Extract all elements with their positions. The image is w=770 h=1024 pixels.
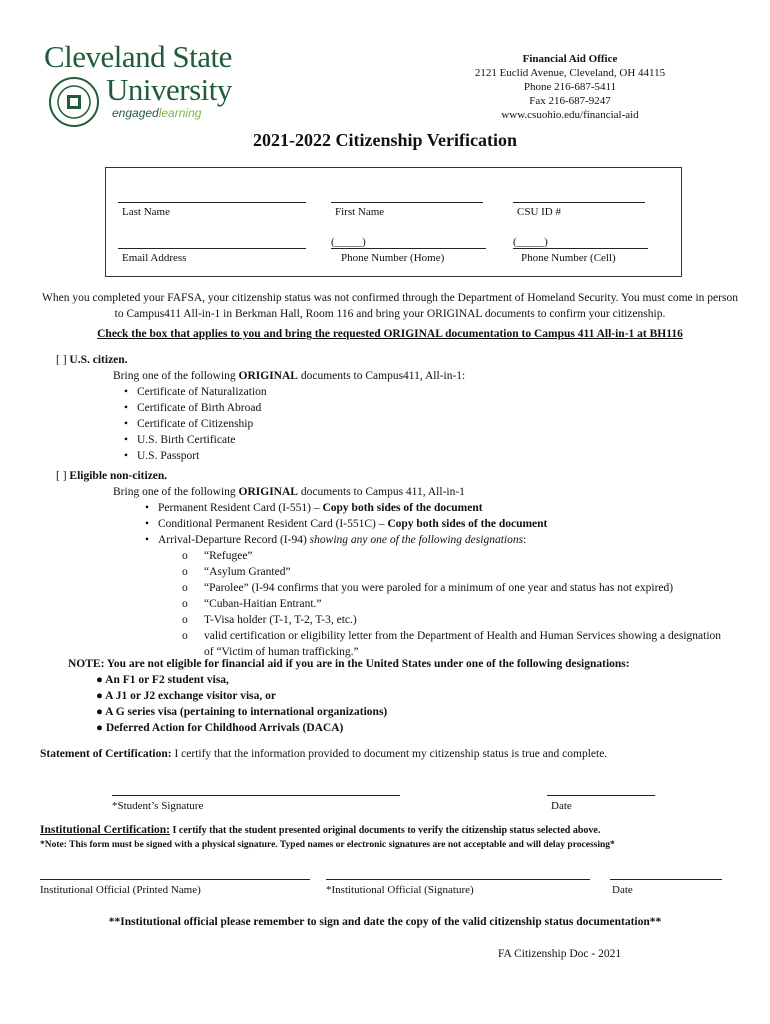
csu-id-field[interactable] bbox=[513, 190, 645, 218]
official-printed-name-line[interactable] bbox=[40, 878, 310, 880]
csu-id-label: CSU ID # bbox=[517, 206, 562, 218]
official-date-label: Date bbox=[612, 884, 633, 896]
logo-line2: University bbox=[106, 72, 232, 107]
list-item: • Certificate of Naturalization bbox=[137, 384, 267, 400]
office-address: 2121 Euclid Avenue, Cleveland, OH 44115 bbox=[474, 67, 666, 79]
non-citizen-label: Eligible non-citizen. bbox=[69, 470, 168, 482]
logo-line1: Cleveland State bbox=[44, 39, 232, 74]
office-fax: Fax 216-687-9247 bbox=[529, 95, 611, 107]
office-name: Financial Aid Office bbox=[522, 53, 618, 65]
official-date-line[interactable] bbox=[610, 878, 722, 880]
list-item: o valid certification or eligibility letter from the Department of Health and Human Services showing a designation of “Victim of human trafficking.” bbox=[204, 628, 724, 660]
non-citizen-option[interactable] bbox=[56, 468, 167, 484]
phone-home-prefix: (_____) bbox=[331, 236, 486, 249]
office-contact bbox=[440, 52, 700, 122]
list-item: ● An F1 or F2 student visa, bbox=[96, 674, 229, 686]
official-signature-line[interactable] bbox=[326, 878, 590, 880]
logo-tagline: engagedlearning bbox=[112, 106, 202, 120]
list-item: • U.S. Passport bbox=[137, 448, 267, 464]
first-name-field[interactable] bbox=[331, 190, 483, 218]
office-phone: Phone 216-687-5411 bbox=[523, 81, 617, 93]
official-reminder: **Institutional official please remember to sign and date the copy of the valid citizenship status documentation** bbox=[108, 916, 662, 928]
phone-cell-label: Phone Number (Cell) bbox=[521, 252, 616, 264]
phone-cell-prefix: (_____) bbox=[513, 236, 648, 249]
list-item: o “Refugee” bbox=[204, 548, 724, 564]
list-item: ● Deferred Action for Childhood Arrivals (DACA) bbox=[96, 722, 344, 734]
list-item: o “Cuban-Haitian Entrant.” bbox=[204, 596, 724, 612]
signature-note: *Note: This form must be signed with a physical signature. Typed names or electronic signatures are not acceptable and will delay processing* bbox=[40, 840, 615, 850]
university-seal-icon bbox=[48, 76, 100, 128]
instruction-text: Check the box that applies to you and bring the requested ORIGINAL documentation to Campus 411 All-in-1 at BH116 bbox=[97, 328, 683, 340]
last-name-field[interactable] bbox=[118, 190, 306, 218]
list-item: ● A J1 or J2 exchange visitor visa, or bbox=[96, 690, 276, 702]
list-item: • Conditional Permanent Resident Card (I-551C) – Copy both sides of the document bbox=[158, 516, 738, 532]
non-citizen-instructions: Bring one of the following ORIGINAL documents to Campus 411, All-in-1 bbox=[113, 486, 465, 498]
us-citizen-instructions: Bring one of the following ORIGINAL documents to Campus411, All-in-1: bbox=[113, 370, 466, 382]
list-item: o “Parolee” (I-94 confirms that you were paroled for a minimum of one year and status has not expired) bbox=[204, 580, 724, 596]
us-citizen-doc-list bbox=[137, 384, 267, 464]
list-item: ● A G series visa (pertaining to international organizations) bbox=[96, 706, 388, 718]
student-date-line[interactable] bbox=[547, 794, 655, 796]
us-citizen-option[interactable] bbox=[56, 352, 128, 368]
official-signature-label: *Institutional Official (Signature) bbox=[326, 884, 474, 896]
student-signature-label: *Student’s Signature bbox=[112, 800, 204, 812]
phone-home-label: Phone Number (Home) bbox=[341, 252, 445, 264]
us-citizen-checkbox[interactable]: [ ] bbox=[56, 354, 67, 366]
phone-home-field[interactable] bbox=[331, 236, 486, 264]
statement-of-certification: Statement of Certification: I certify that the information provided to document my citizenship status is true and complete. bbox=[40, 748, 608, 760]
list-item: o “Asylum Granted” bbox=[204, 564, 724, 580]
student-signature-line[interactable] bbox=[112, 794, 400, 796]
phone-cell-field[interactable] bbox=[513, 236, 648, 264]
page-title: 2021-2022 Citizenship Verification bbox=[253, 130, 517, 150]
non-citizen-doc-list bbox=[158, 500, 738, 548]
us-citizen-label: U.S. citizen. bbox=[69, 354, 128, 366]
list-item: • Certificate of Birth Abroad bbox=[137, 400, 267, 416]
list-item: o T-Visa holder (T-1, T-2, T-3, etc.) bbox=[204, 612, 724, 628]
last-name-label: Last Name bbox=[122, 206, 170, 218]
university-logo bbox=[44, 40, 284, 130]
student-date-label: Date bbox=[551, 800, 572, 812]
first-name-label: First Name bbox=[335, 206, 385, 218]
email-label: Email Address bbox=[122, 252, 187, 264]
list-item: • Arrival-Departure Record (I-94) showing any one of the following designations: bbox=[158, 532, 738, 548]
intro-paragraph: When you completed your FAFSA, your citizenship status was not confirmed through the Department of Homeland Security. You must come in person to Campus411 All-in-1 in Berkman Hall, Room 116 and bring your ORIGINAL documents to confirm your citizenship. bbox=[42, 292, 738, 320]
email-field[interactable] bbox=[118, 236, 306, 264]
footer-doc-id: FA Citizenship Doc - 2021 bbox=[498, 948, 622, 960]
office-web: www.csuohio.edu/financial-aid bbox=[501, 109, 639, 121]
list-item: • Permanent Resident Card (I-551) – Copy both sides of the document bbox=[158, 500, 738, 516]
ineligibility-note bbox=[68, 656, 748, 736]
student-info-box bbox=[105, 167, 682, 277]
list-item: • U.S. Birth Certificate bbox=[137, 432, 267, 448]
list-item: • Certificate of Citizenship bbox=[137, 416, 267, 432]
note-lead: NOTE: You are not eligible for financial aid if you are in the United States under one of the following designations: bbox=[68, 658, 630, 670]
official-printed-name-label: Institutional Official (Printed Name) bbox=[40, 884, 201, 896]
designation-list bbox=[204, 548, 724, 660]
non-citizen-checkbox[interactable]: [ ] bbox=[56, 470, 67, 482]
institutional-certification: Institutional Certification: I certify that the student presented original documents to verify the citizenship status selected above. bbox=[40, 824, 601, 836]
